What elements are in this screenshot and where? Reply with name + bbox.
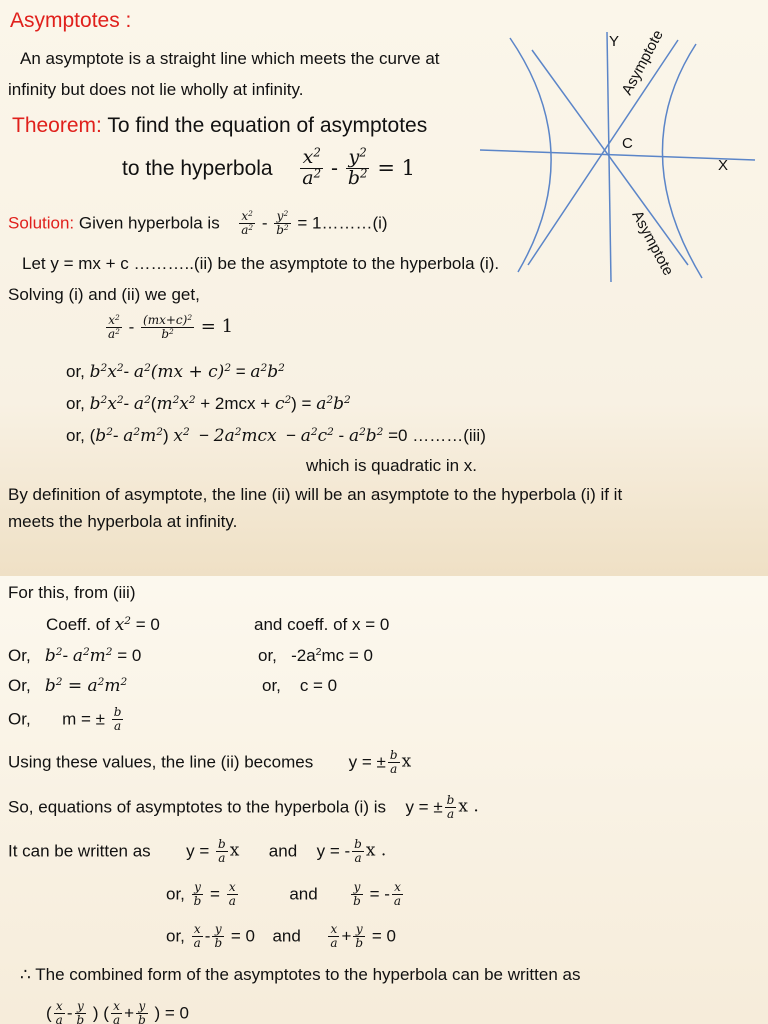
fraction-y-over-b: $\frac{y}{b}$ (353, 880, 361, 908)
origin-label: C (622, 135, 633, 152)
fraction-x-over-a: $\frac{x}{a}$ (55, 999, 63, 1024)
hyperbola-right-branch (662, 44, 702, 278)
theorem-line (12, 115, 427, 136)
y-axis-label: Y (609, 33, 620, 50)
using-line: Using these values, the line (ii) becomes y = ± $\frac{b}{a}$ x (8, 748, 412, 776)
written-as-text: It can be written as (8, 841, 151, 861)
fraction-y-over-b: $\frac{y}{b}$ (138, 999, 146, 1024)
fraction-b-over-a: $\frac{b}{a}$ (354, 837, 362, 865)
and-label: and (268, 841, 298, 861)
solving-line: Solving (i) and (ii) we get, (8, 285, 200, 304)
step-2-equation: or, $b^2x^2-$ $a^2(mx + c)^2 = a^2b^2$ (66, 362, 285, 382)
solution-line: Solution: Given hyperbola is $\frac{x^2}{a^2}$ - $\frac{y^2}{b^2}$ = 1………(i) (8, 208, 388, 237)
or-label: or, (166, 926, 185, 946)
fraction-x-over-a: $\frac{x}{a}$ (193, 922, 201, 950)
equation-i-tail: = 1………(i) (297, 213, 388, 233)
fraction-b-over-a: $\frac{b}{a}$ (389, 748, 398, 776)
step-1-equation: $\frac{x^2}{a^2}$ - $\frac{(mx+c)^2}{b^2}$ = 1 (108, 312, 234, 341)
or-label: or, (66, 362, 85, 381)
fraction-step1-b: $\frac{(mx+c)^2}{b^2}$ (143, 312, 193, 341)
asymptote-label-lower: Asymptote (628, 207, 677, 279)
fraction-y-over-b: $\frac{y}{b}$ (76, 999, 85, 1024)
fraction-b-over-a: $\frac{b}{a}$ (218, 837, 226, 865)
fraction-y-over-b: $\frac{y}{b}$ (355, 922, 364, 950)
step-4-tail: =0 ………(iii) (388, 426, 486, 445)
or-label: Or, (8, 676, 31, 695)
hyperbola-figure (470, 20, 768, 300)
quadratic-note: which is quadratic in x. (306, 456, 478, 475)
fraction-x2-a2: $\frac{x^2}{a^2}$ (302, 145, 322, 189)
or-label: or, (66, 426, 85, 445)
fraction-x2-a2-small: $\frac{x^2}{a^2}$ (241, 208, 254, 237)
definition-line-2: infinity but does not lie wholly at infinity. (8, 80, 304, 99)
coeff-x2-line: Coeff. of $x^2 = 0$ (46, 615, 160, 635)
fraction-y-over-b: $\frac{y}{b}$ (214, 922, 223, 950)
x-axis (480, 150, 755, 160)
hyperbola-left-branch (510, 38, 551, 272)
slide-2 (0, 576, 768, 1024)
solution-label: Solution: (8, 213, 75, 233)
using-text: Using these values, the line (ii) becomes (8, 752, 314, 772)
or-label: Or, (8, 646, 31, 665)
step-3-equation: or, $b^2x^2-$ $a^2(m^2x^2 + 2mcx + c^2) = a^2b^2$ (66, 394, 351, 414)
or-label: or, (66, 394, 85, 413)
coeff-x-term: -2a (291, 646, 316, 665)
therefore-line: ∴ The combined form of the asymptotes to the hyperbola can be written as (20, 965, 581, 984)
fraction-x-over-a: $\frac{x}{a}$ (330, 922, 338, 950)
or-label: or, (258, 646, 277, 665)
hyperbola-equation: to the hyperbola $\frac{x^2}{a^2}$ - $\frac{y^2}{b^2}$ = 1 (122, 145, 415, 189)
fraction-b-over-a: $\frac{b}{a}$ (446, 793, 455, 821)
and-label: and (272, 926, 301, 946)
and-label: and (289, 884, 318, 904)
coeff-x-line: and coeff. of x = 0 (254, 615, 390, 634)
or-label: Or, (8, 709, 31, 729)
so-line: So, equations of asymptotes to the hyperbola (i) is y = ± $\frac{b}{a}$ x . (8, 793, 479, 821)
fraction-y2-b2: $\frac{y^2}{b^2}$ (347, 145, 368, 189)
row-2-right: or, $-2a^2mc = 0$ (258, 646, 374, 665)
theorem-label: Theorem: (12, 114, 102, 137)
definition-paragraph-line-1: By definition of asymptote, the line (ii) will be an asymptote to the hyperbola (i) if it (8, 485, 623, 504)
fraction-y2-b2-small: $\frac{y^2}{b^2}$ (276, 208, 289, 237)
coeff-x-tail: mc = 0 (321, 646, 374, 665)
so-text: So, equations of asymptotes to the hyperbola (i) is (8, 797, 386, 817)
coeff-x2-label: Coeff. of (46, 615, 110, 634)
solution-text: Given hyperbola is (78, 213, 220, 233)
theorem-text: To find the equation of asymptotes (107, 114, 428, 137)
fraction-step1-a: $\frac{x^2}{a^2}$ (108, 312, 120, 341)
for-this-line: For this, from (iii) (8, 583, 136, 602)
fraction-x-over-a: $\frac{x}{a}$ (112, 999, 121, 1024)
fraction-x-over-a: $\frac{x}{a}$ (393, 880, 402, 908)
x-axis-label: X (718, 157, 729, 174)
theorem-text-2: to the hyperbola (122, 156, 273, 180)
definition-line-1: An asymptote is a straight line which meets the curve at (20, 49, 440, 68)
written-as-line: It can be written as y = $\frac{b}{a}$ x and y = - $\frac{b}{a}$ x . (8, 837, 387, 865)
combined-form-equation: ( $\frac{x}{a}$ - $\frac{y}{b}$ ) ( $\frac{x}{a}$ + $\frac{y}{b}$ ) = 0 (46, 1000, 189, 1024)
or-label: or, (166, 884, 185, 904)
definition-paragraph-line-2: meets the hyperbola at infinity. (8, 512, 238, 531)
asymptote-label-upper: Asymptote (618, 27, 667, 98)
m-equals: m = ± (62, 709, 106, 729)
form-ratio-line: or, $\frac{y}{b}$ = $\frac{x}{a}$ and $\frac{y}{b}$ = - $\frac{x}{a}$ (166, 880, 402, 908)
slide-title: Asymptotes : (10, 9, 132, 32)
let-line: Let y = mx + c ………..(ii) be the asymptote to the hyperbola (i). (22, 254, 500, 273)
or-label: or, (262, 676, 281, 695)
row-3-right (262, 677, 337, 694)
row-2-left: Or, $b^2-$ $a^2m^2 = 0$ (8, 646, 142, 666)
fraction-y-over-b: $\frac{y}{b}$ (193, 880, 202, 908)
fraction-x-over-a: $\frac{x}{a}$ (228, 880, 236, 908)
form-zero-line: or, $\frac{x}{a}$ - $\frac{y}{b}$ = 0 and $\frac{x}{a}$ + $\frac{y}{b}$ = 0 (166, 922, 396, 950)
fraction-b-over-a: $\frac{b}{a}$ (113, 705, 122, 733)
slope-result (8, 706, 125, 732)
row-3-left: Or, $b^2 = a^2m^2$ (8, 676, 128, 696)
c-equals-zero: c = 0 (299, 676, 338, 695)
step-4-equation: or, ($b^2-$ $a^2m^2$) $x^2 - 2a^2mcx - a^2c^2 - a^2b^2 =0$ ………(iii) (66, 426, 486, 446)
